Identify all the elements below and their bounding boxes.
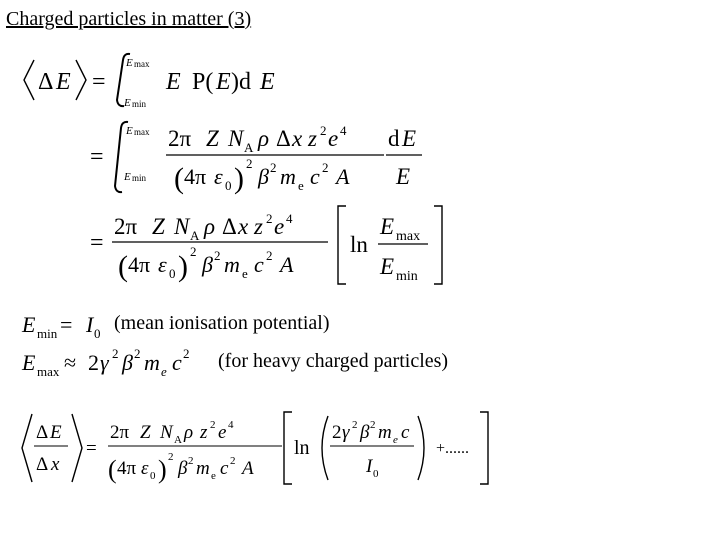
svg-text:E: E xyxy=(402,126,417,151)
svg-text:ρ: ρ xyxy=(184,422,194,443)
svg-text:c: c xyxy=(401,422,410,443)
svg-text:E: E xyxy=(22,312,36,337)
svg-text:E: E xyxy=(380,214,395,239)
svg-text:c: c xyxy=(310,164,320,189)
svg-text:min: min xyxy=(132,99,147,109)
svg-text:A: A xyxy=(280,252,294,277)
svg-text:2: 2 xyxy=(352,419,358,431)
bethe-integrand-equation xyxy=(88,118,438,198)
svg-text:2: 2 xyxy=(266,248,273,263)
svg-text:2: 2 xyxy=(188,455,194,467)
svg-text:ln: ln xyxy=(294,437,310,459)
bethe-bloch-formula xyxy=(20,408,490,490)
svg-text:2: 2 xyxy=(370,419,376,431)
svg-text:4: 4 xyxy=(228,419,234,431)
svg-text:2π: 2π xyxy=(114,214,138,239)
svg-text:2: 2 xyxy=(270,160,277,175)
svg-text:0: 0 xyxy=(150,470,156,482)
svg-text:): ) xyxy=(158,455,167,484)
svg-text:(: ( xyxy=(174,162,184,195)
svg-text:E: E xyxy=(124,171,131,183)
svg-text:)d: )d xyxy=(231,69,251,95)
svg-text:min: min xyxy=(396,269,418,284)
svg-text:e: e xyxy=(218,422,227,443)
svg-text:m: m xyxy=(224,252,240,277)
svg-text:E: E xyxy=(380,254,395,279)
svg-text:2: 2 xyxy=(322,160,329,175)
svg-text:2π: 2π xyxy=(110,422,130,443)
svg-text:(: ( xyxy=(118,250,128,283)
svg-text:x: x xyxy=(292,126,303,151)
svg-text:x: x xyxy=(51,454,60,475)
svg-text:Δ: Δ xyxy=(276,126,291,151)
svg-text:β: β xyxy=(258,164,269,189)
svg-text:A: A xyxy=(242,458,254,479)
svg-text:E: E xyxy=(22,350,36,375)
svg-text:2: 2 xyxy=(230,455,236,467)
svg-text:2: 2 xyxy=(332,422,342,443)
svg-text:=: = xyxy=(92,69,106,95)
svg-text:2π: 2π xyxy=(168,126,192,151)
svg-text:Z: Z xyxy=(206,126,219,151)
svg-text:β: β xyxy=(178,458,188,479)
svg-text:e: e xyxy=(211,470,216,482)
svg-text:I: I xyxy=(86,312,94,337)
svg-text:4π: 4π xyxy=(184,164,207,189)
svg-text:N: N xyxy=(160,422,173,443)
svg-text:2: 2 xyxy=(214,248,221,263)
svg-text:ε: ε xyxy=(214,164,223,189)
svg-text:Δ: Δ xyxy=(38,69,54,95)
svg-text:2: 2 xyxy=(134,346,141,361)
svg-text:E: E xyxy=(166,69,181,95)
svg-text:0: 0 xyxy=(225,178,232,193)
svg-text:E: E xyxy=(396,164,411,189)
slide-title: Charged particles in matter (3) xyxy=(6,8,252,30)
emax-approximation xyxy=(22,346,222,380)
svg-text:): ) xyxy=(178,250,188,283)
svg-text:A: A xyxy=(174,434,182,446)
svg-text:E: E xyxy=(126,57,133,69)
svg-text:e: e xyxy=(393,434,398,446)
svg-text:2: 2 xyxy=(183,346,190,361)
svg-text:Δ: Δ xyxy=(222,214,237,239)
svg-text:0: 0 xyxy=(373,468,379,480)
svg-text:e: e xyxy=(274,214,285,239)
svg-text:ρ: ρ xyxy=(258,126,270,151)
svg-text:): ) xyxy=(234,162,244,195)
svg-text:4π: 4π xyxy=(128,252,151,277)
emax-note: (for heavy charged particles) xyxy=(218,350,449,372)
svg-text:ε: ε xyxy=(141,458,149,479)
svg-text:2: 2 xyxy=(168,451,174,463)
svg-text:2: 2 xyxy=(246,156,253,171)
svg-text:P(: P( xyxy=(192,69,214,95)
svg-text:A: A xyxy=(190,228,200,243)
svg-text:Δ: Δ xyxy=(36,422,49,443)
svg-text:max: max xyxy=(134,127,150,137)
svg-text:m: m xyxy=(196,458,210,479)
svg-text:4: 4 xyxy=(340,123,347,138)
svg-text:e: e xyxy=(328,126,339,151)
svg-text:4π: 4π xyxy=(117,458,137,479)
svg-text:E: E xyxy=(260,69,275,95)
svg-text:E: E xyxy=(126,125,133,137)
svg-text:β: β xyxy=(360,422,370,443)
svg-text:A: A xyxy=(244,140,254,155)
svg-text:2: 2 xyxy=(210,419,216,431)
mean-energy-loss-integral-equation xyxy=(20,50,320,110)
svg-text:min: min xyxy=(132,173,147,183)
svg-text:E: E xyxy=(50,422,62,443)
svg-text:ρ: ρ xyxy=(204,214,216,239)
svg-text:e: e xyxy=(242,266,248,281)
svg-text:c: c xyxy=(254,252,264,277)
svg-text:β: β xyxy=(202,252,213,277)
svg-text:2: 2 xyxy=(112,346,119,361)
svg-text:z: z xyxy=(254,214,263,239)
svg-text:d: d xyxy=(388,126,400,151)
svg-text:2: 2 xyxy=(190,244,197,259)
svg-text:c: c xyxy=(172,350,182,375)
svg-text:=: = xyxy=(86,438,97,459)
svg-text:I: I xyxy=(366,456,373,477)
svg-text:max: max xyxy=(37,364,60,379)
svg-text:2: 2 xyxy=(320,123,327,138)
svg-text:m: m xyxy=(280,164,296,189)
svg-text:0: 0 xyxy=(94,326,101,341)
svg-text:(: ( xyxy=(108,455,117,484)
svg-text:Δ: Δ xyxy=(36,454,49,475)
integrated-bethe-equation xyxy=(88,200,458,290)
svg-text:ln: ln xyxy=(350,232,368,257)
svg-text:m: m xyxy=(378,422,392,443)
svg-text:z: z xyxy=(308,126,317,151)
svg-text:E: E xyxy=(124,97,131,109)
svg-text:m: m xyxy=(144,350,160,375)
svg-text:Z: Z xyxy=(152,214,165,239)
svg-text:e: e xyxy=(161,364,167,379)
svg-text:0: 0 xyxy=(169,266,176,281)
svg-text:min: min xyxy=(37,326,58,341)
svg-text:γ: γ xyxy=(100,350,109,375)
svg-text:2: 2 xyxy=(88,350,99,375)
svg-text:γ: γ xyxy=(342,422,350,443)
svg-text:e: e xyxy=(298,178,304,193)
svg-text:N: N xyxy=(228,126,244,151)
svg-text:c: c xyxy=(220,458,229,479)
svg-text:E: E xyxy=(216,69,231,95)
svg-text:N: N xyxy=(174,214,190,239)
series-continuation: +...... xyxy=(436,440,470,457)
svg-text:E: E xyxy=(56,69,71,95)
svg-text:4: 4 xyxy=(286,211,293,226)
emin-note: (mean ionisation potential) xyxy=(114,312,330,334)
svg-text:≈: ≈ xyxy=(64,350,77,375)
svg-text:x: x xyxy=(238,214,249,239)
svg-text:2: 2 xyxy=(266,211,273,226)
svg-text:=: = xyxy=(60,312,73,337)
svg-text:Z: Z xyxy=(140,422,151,443)
svg-text:max: max xyxy=(134,59,150,69)
svg-text:ε: ε xyxy=(158,252,167,277)
svg-text:=: = xyxy=(90,144,104,170)
svg-text:A: A xyxy=(336,164,350,189)
svg-text:β: β xyxy=(122,350,133,375)
svg-text:z: z xyxy=(200,422,208,443)
svg-text:=: = xyxy=(90,230,104,256)
svg-text:max: max xyxy=(396,229,421,244)
